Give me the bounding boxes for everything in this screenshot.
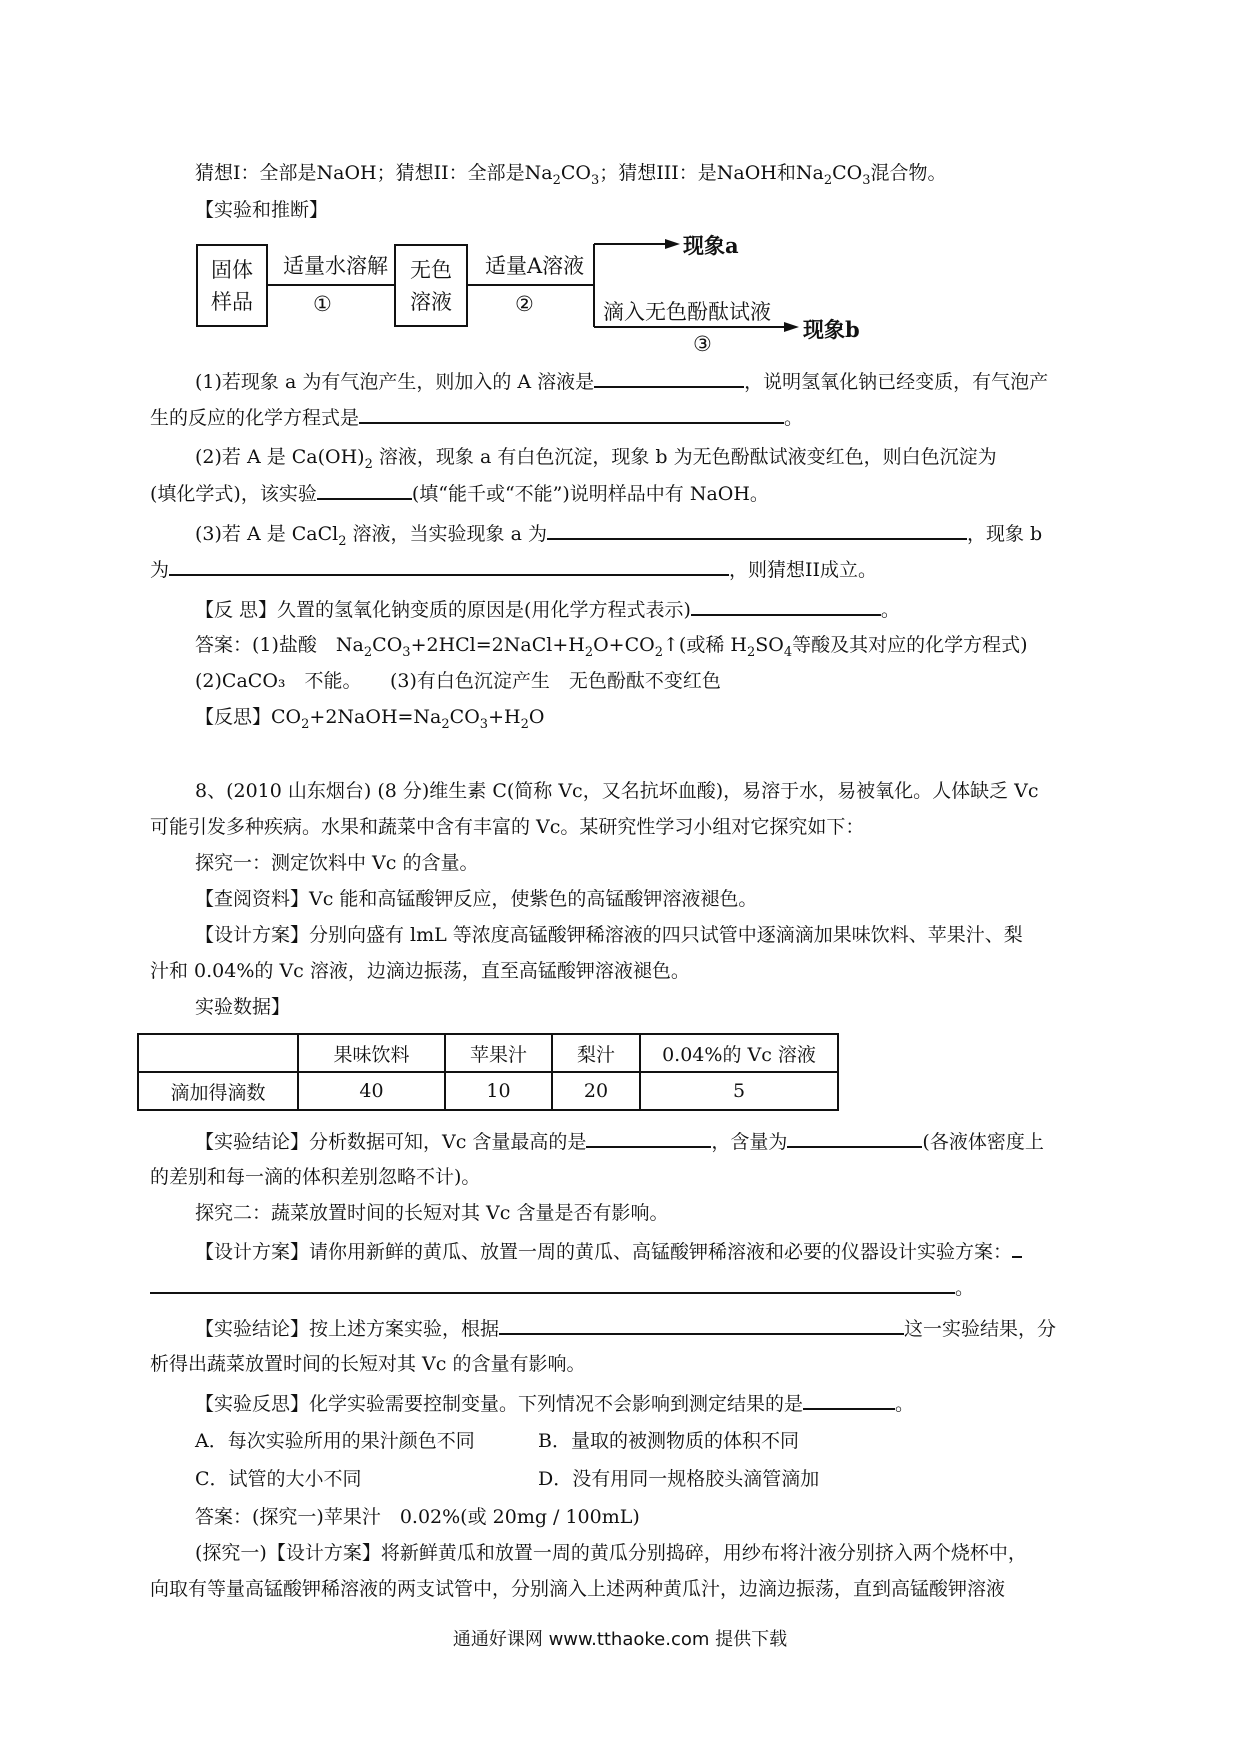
hypothesis-2: 猜想II：全部是Na <box>395 162 553 184</box>
reference-info: 【查阅资料】Vc 能和高锰酸钾反应，使紫色的高锰酸钾溶液褪色。 <box>195 888 758 910</box>
subscript: 2 <box>654 644 664 660</box>
table-header-cell: 苹果汁 <box>445 1034 552 1072</box>
table-cell: 10 <box>445 1072 552 1110</box>
text: 【设计方案】请你用新鲜的黄瓜、放置一周的黄瓜、高锰酸钾稀溶液和必要的仪器设计实验方案： <box>195 1241 1013 1263</box>
answer-8-design-line2: 向取有等量高锰酸钾稀溶液的两支试管中，分别滴入上述两种黄瓜汁，边滴边振荡，直到高锰酸钾溶液 <box>150 1578 1006 1600</box>
text: 。 <box>880 599 900 621</box>
text: +2HCl=2NaCl+H <box>410 634 585 656</box>
text: 混合物。 <box>870 162 947 184</box>
blank-reflection-choice[interactable] <box>803 1390 895 1410</box>
reflection-2 <box>195 1390 914 1417</box>
answer-8: 答案：(探究一)苹果汁 0.02%(或 20mg / 100mL) <box>195 1506 640 1528</box>
text: 为 <box>150 559 170 581</box>
text: 等酸及其对应的化学方程式) <box>792 634 1028 656</box>
blank-highest-vc[interactable] <box>586 1128 711 1148</box>
table-cell: 5 <box>640 1072 838 1110</box>
subscript: 2 <box>552 172 561 188</box>
subscript: 2 <box>520 716 529 732</box>
step2-number: ② <box>515 292 534 316</box>
blank-phenomenon-b[interactable] <box>169 556 729 576</box>
text: 【实验结论】按上述方案实验，根据 <box>195 1318 500 1340</box>
text: +H <box>488 706 521 728</box>
option-b: B．量取的被测物质的体积不同 <box>538 1430 799 1452</box>
table-header-cell: 梨汁 <box>552 1034 640 1072</box>
blank-phenomenon-a[interactable] <box>547 520 967 540</box>
text: CO <box>560 162 591 184</box>
answer-8-design-line1: (探究一)【设计方案】将新鲜黄瓜和放置一周的黄瓜分别捣碎，用纱布将汁液分别挤入两个烧杯中， <box>195 1542 1027 1564</box>
text: ，则猜想II成立。 <box>729 559 878 581</box>
text: CO <box>449 706 480 728</box>
table-header-cell <box>138 1034 298 1072</box>
option-d: D．没有用同一规格胶头滴管滴加 <box>538 1468 820 1490</box>
hypothesis-1: 猜想I：全部是NaOH； <box>195 162 396 184</box>
text: 【反 思】久置的氢氧化钠变质的原因是(用化学方程式表示) <box>195 599 691 621</box>
blank-can-or-cannot[interactable] <box>317 480 412 500</box>
text: (1)若现象 a 为有气泡产生，则加入的 A 溶液是 <box>195 371 595 393</box>
answer-1 <box>195 632 1028 658</box>
table-header-cell: 果味饮料 <box>298 1034 445 1072</box>
table-row-label: 滴加得滴数 <box>138 1072 298 1110</box>
text: ，说明氢氧化钠已经变质，有气泡产 <box>744 371 1049 393</box>
box-colorless-solution: 无色 溶液 <box>394 244 468 327</box>
text: 这一实验结果，分 <box>904 1318 1057 1340</box>
text: (2)若 A 是 Ca(OH) <box>195 446 365 468</box>
subscript: 2 <box>301 716 310 732</box>
subscript: 3 <box>402 644 411 660</box>
text: 【实验结论】分析数据可知，Vc 含量最高的是 <box>195 1131 587 1153</box>
text: ，含量为 <box>711 1131 788 1153</box>
problem-8-line1: 8、(2010 山东烟台) (8 分)维生素 C(简称 Vc，又名抗坏血酸)，易溶于水，易被氧化。人体缺乏 Vc <box>195 780 1039 802</box>
blank-design-plan[interactable] <box>150 1274 955 1294</box>
answer-2: (2)CaCO₃ 不能。 (3)有白色沉淀产生 无色酚酞不变红色 <box>195 670 721 692</box>
text: 【实验反思】化学实验需要控制变量。下列情况不会影响到测定结果的是 <box>195 1393 804 1415</box>
design-2-line2 <box>150 1274 974 1301</box>
blank-result[interactable] <box>499 1315 904 1335</box>
hypothesis-3: ；猜想III：是NaOH和Na <box>599 162 824 184</box>
table-cell: 40 <box>298 1072 445 1110</box>
text: ↑(或稀 H <box>663 634 747 656</box>
conclusion-1-line1 <box>195 1128 1044 1155</box>
text: ，现象 b <box>966 523 1043 545</box>
conclusion-2-line2: 析得出蔬菜放置时间的长短对其 Vc 的含量有影响。 <box>150 1353 586 1375</box>
box-solid-sample: 固体 样品 <box>196 244 268 327</box>
table-cell: 20 <box>552 1072 640 1110</box>
blank-content[interactable] <box>787 1128 922 1148</box>
design-plan-line2: 汁和 0.04%的 Vc 溶液，边滴边振荡，直至高锰酸钾溶液褪色。 <box>150 960 690 982</box>
subscript: 4 <box>783 644 793 660</box>
step1-number: ① <box>313 292 332 316</box>
question-3-line2 <box>150 556 877 583</box>
step2-label: 适量A溶液 <box>485 254 585 278</box>
text: SO <box>755 634 784 656</box>
question-2-line2 <box>150 480 769 507</box>
subscript: 2 <box>363 644 373 660</box>
experiment-data-heading: 实验数据】 <box>195 996 291 1018</box>
subscript: 2 <box>441 716 450 732</box>
text: 【反思】CO <box>195 706 302 728</box>
design-2-line1 <box>195 1238 1022 1265</box>
blank-a-solution[interactable] <box>594 368 744 388</box>
table-row <box>138 1072 838 1110</box>
result-b: 现象b <box>803 317 860 342</box>
subscript: 3 <box>862 172 871 188</box>
text: 答案：(1)盐酸 Na <box>195 634 364 656</box>
question-1-line1 <box>195 368 1048 395</box>
section-experiment-heading: 【实验和推断】 <box>195 199 329 221</box>
option-c: C．试管的大小不同 <box>195 1468 362 1490</box>
subscript: 2 <box>584 644 594 660</box>
text: (填“能千或“不能”)说明样品中有 NaOH。 <box>411 483 769 505</box>
text: 。 <box>955 1277 975 1299</box>
table-header-cell: 0.04%的 Vc 溶液 <box>640 1034 838 1072</box>
text: (各液体密度上 <box>922 1131 1044 1153</box>
step1-label: 适量水溶解 <box>283 254 388 278</box>
text: 。 <box>784 407 804 429</box>
inquiry-1-heading: 探究一：测定饮料中 Vc 的含量。 <box>195 852 479 874</box>
answer-reflection <box>195 704 544 730</box>
question-2-line1 <box>195 444 997 470</box>
subscript: 2 <box>823 172 833 188</box>
design-plan-line1: 【设计方案】分别向盛有 lmL 等浓度高锰酸钾稀溶液的四只试管中逐滴滴加果味饮料、苹果汁、梨 <box>195 924 1023 946</box>
result-a: 现象a <box>683 233 739 258</box>
text: (3)若 A 是 CaCl <box>195 523 339 545</box>
subscript: 3 <box>479 716 489 732</box>
text: CO <box>832 162 863 184</box>
reflection-question <box>195 596 900 623</box>
text: CO <box>372 634 403 656</box>
problem-8-line2: 可能引发多种疾病。水果和蔬菜中含有丰富的 Vc。某研究性学习小组对它探究如下： <box>150 816 865 838</box>
text: (填化学式)，该实验 <box>150 483 317 505</box>
text: 溶液，现象 a 有白色沉淀，现象 b 为无色酚酞试液变红色，则白色沉淀为 <box>372 446 997 468</box>
step3-number: ③ <box>693 332 712 356</box>
question-1-line2 <box>150 404 803 431</box>
conclusion-1-line2: 的差别和每一滴的体积差别忽略不计)。 <box>150 1166 481 1188</box>
text: 生的反应的化学方程式是 <box>150 407 360 429</box>
option-a: A．每次实验所用的果汁颜色不同 <box>195 1430 475 1452</box>
subscript: 2 <box>364 456 373 472</box>
subscript: 2 <box>746 644 756 660</box>
data-table <box>137 1033 839 1111</box>
blank[interactable] <box>1012 1238 1022 1258</box>
flow-arrows <box>0 0 1240 400</box>
text: 溶液，当实验现象 a 为 <box>346 523 547 545</box>
question-3-line1 <box>195 520 1042 547</box>
text: O+CO <box>593 634 655 656</box>
table-header-row <box>138 1034 838 1072</box>
subscript: 2 <box>338 533 347 549</box>
blank-equation[interactable] <box>359 404 784 424</box>
conclusion-2-line1 <box>195 1315 1056 1342</box>
inquiry-2-heading: 探究二：蔬菜放置时间的长短对其 Vc 含量是否有影响。 <box>195 1202 669 1224</box>
page-footer: 通通好课网 www.tthaoke.com 提供下载 <box>452 1629 788 1650</box>
step3-label: 滴入无色酚酞试液 <box>603 300 771 324</box>
text: 。 <box>895 1393 915 1415</box>
text: O <box>528 706 545 728</box>
text: +2NaOH=Na <box>309 706 442 728</box>
blank-reflection[interactable] <box>691 596 881 616</box>
subscript: 3 <box>590 172 600 188</box>
